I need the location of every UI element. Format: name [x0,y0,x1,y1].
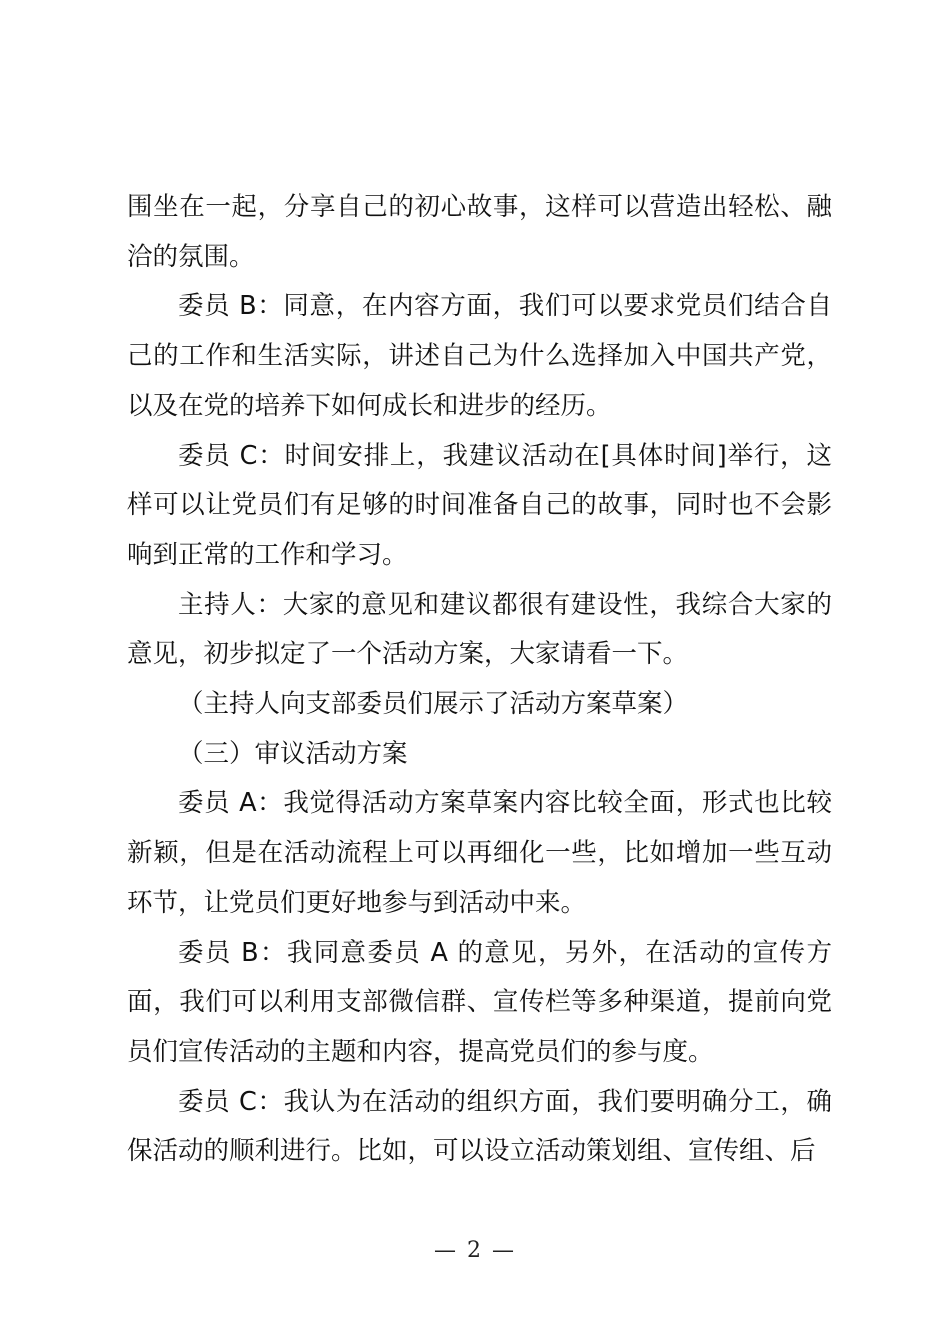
paragraph: 委员 B：我同意委员 A 的意见，另外，在活动的宣传方面，我们可以利用支部微信群、宣传栏等多种渠道，提前向党员们宣传活动的主题和内容，提高党员们的参与度。 [127,937,832,1067]
paragraph: 委员 A：我觉得活动方案草案内容比较全面，形式也比较新颖，但是在活动流程上可以再细化一些，比如增加一些互动环节，让党员们更好地参与到活动中来。 [127,788,832,918]
section-heading: （三）审议活动方案 [178,738,408,769]
paragraph: 委员 B：同意，在内容方面，我们可以要求党员们结合自己的工作和生活实际，讲述自己为什么选择加入中国共产党，以及在党的培养下如何成长和进步的经历。 [127,291,832,421]
paragraph: 主持人：大家的意见和建议都很有建设性，我综合大家的意见，初步拟定了一个活动方案，大家请看一下。 [127,589,832,670]
body-text [127,183,832,1177]
paragraph: （主持人向支部委员们展示了活动方案草案） [178,689,689,720]
paragraph: 委员 C：时间安排上，我建议活动在[具体时间]举行，这样可以让党员们有足够的时间准备自己的故事，同时也不会影响到正常的工作和学习。 [127,440,832,570]
paragraph: 委员 C：我认为在活动的组织方面，我们要明确分工，确保活动的顺利进行。比如，可以设立活动策划组、宣传组、后 [127,1086,832,1167]
paragraph: 围坐在一起，分享自己的初心故事，这样可以营造出轻松、融洽的氛围。 [127,192,832,272]
page-number: — 2 — [434,1238,516,1263]
